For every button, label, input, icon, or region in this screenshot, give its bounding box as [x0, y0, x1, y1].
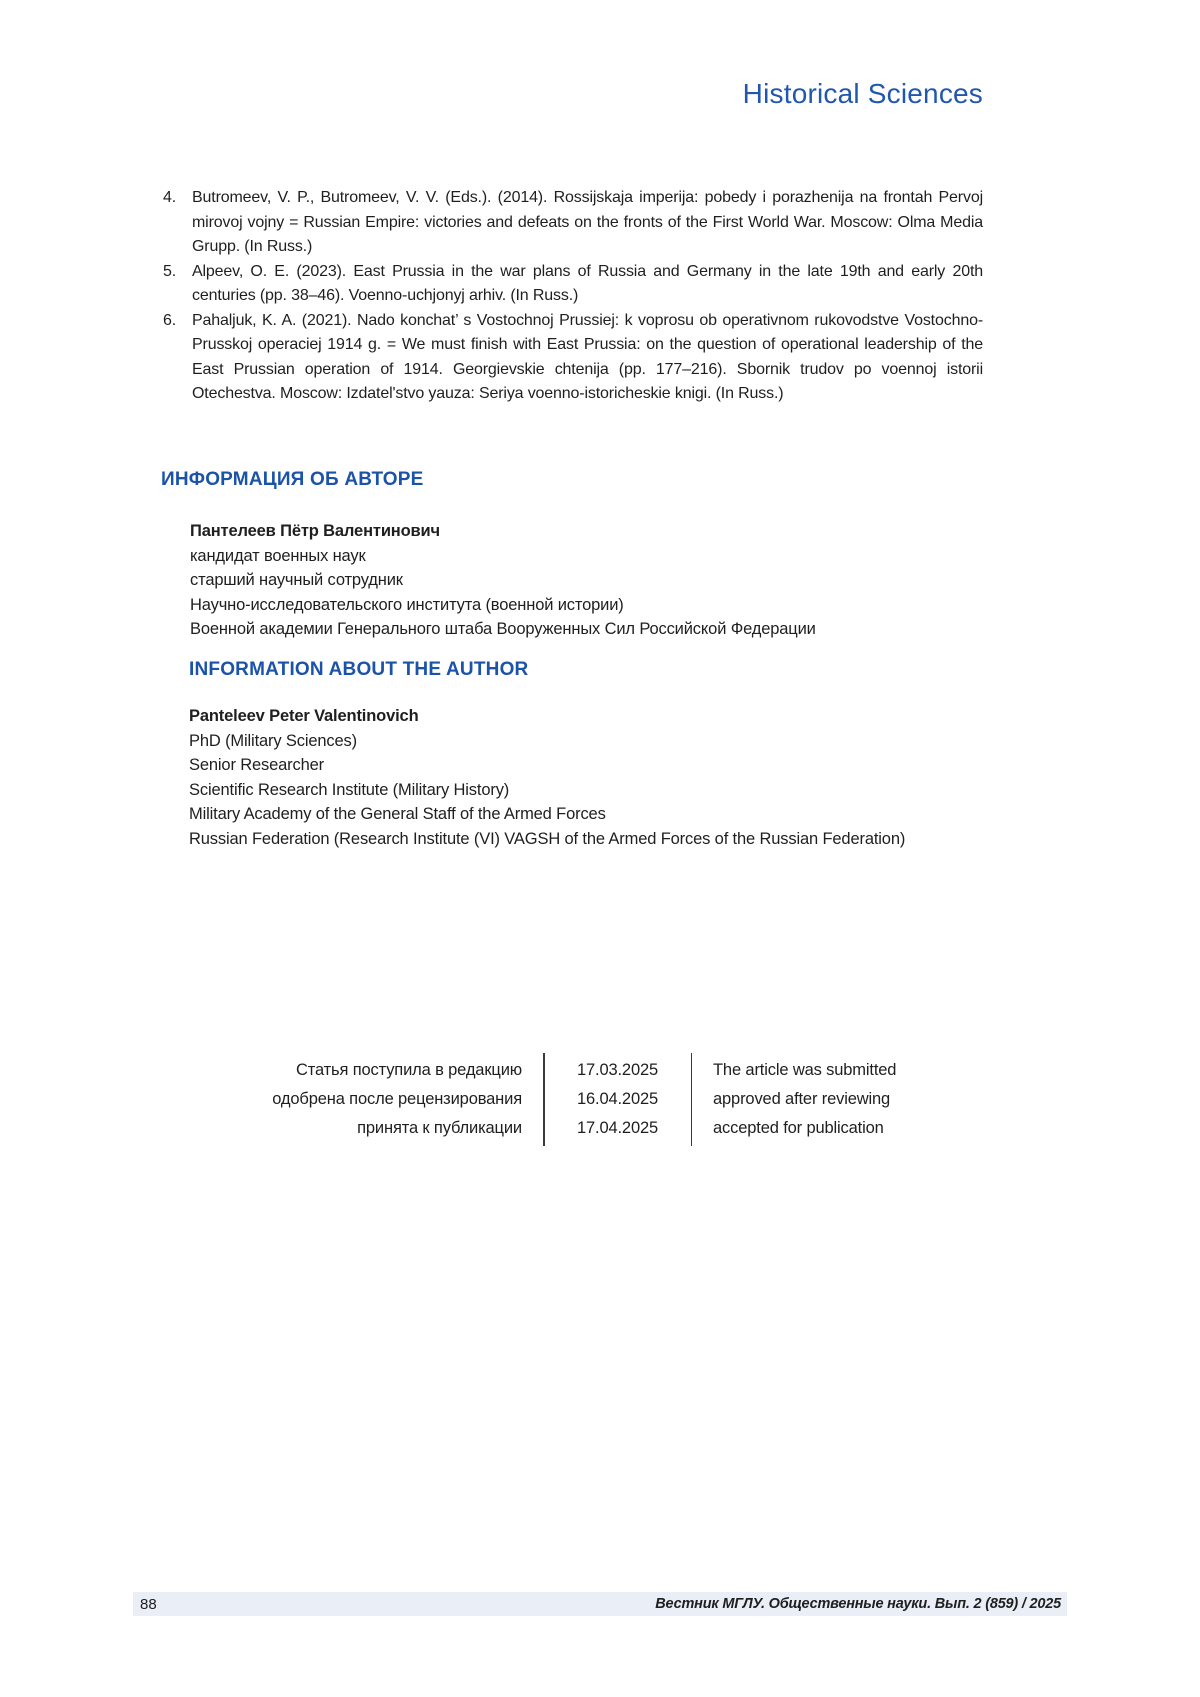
author-detail-line: Senior Researcher [189, 756, 325, 774]
vertical-divider [543, 1053, 545, 1146]
submission-labels-en [713, 1053, 896, 1146]
submission-label-en: The article was submitted [713, 1061, 897, 1079]
author-name-ru: Пантелеев Пётр Валентинович [190, 522, 440, 540]
page-number: 88 [140, 1595, 157, 1613]
footer-bar [133, 1592, 1067, 1616]
journal-title: Вестник МГЛУ. Общественные науки. Вып. 2 (859) / 2025 [655, 1596, 1061, 1612]
running-head: Historical Sciences [742, 78, 983, 109]
reference-text: Alpeev, O. E. (2023). East Prussia in the war plans of Russia and Germany in the late 19th and early 20th centuries (pp. 38–46). Voenno-uchjonyj arhiv. (In Russ.) [192, 262, 983, 304]
submission-dates-block [240, 1053, 896, 1146]
vertical-divider [691, 1053, 693, 1146]
reference-item [163, 309, 983, 407]
author-name-en: Panteleev Peter Valentinovich [189, 707, 419, 725]
submission-date: 17.04.2025 [576, 1119, 659, 1137]
submission-date: 17.03.2025 [576, 1061, 659, 1079]
reference-number: 5. [163, 262, 177, 280]
reference-list [163, 186, 983, 407]
author-detail-line: PhD (Military Sciences) [189, 731, 358, 750]
author-detail-line: Russian Federation (Research Institute (VI) VAGSH of the Armed Forces of the Russian Federation) [189, 829, 906, 848]
author-detail-line: кандидат военных наук [190, 546, 366, 565]
reference-item [163, 186, 983, 260]
author-detail-line: Scientific Research Institute (Military History) [189, 780, 510, 799]
author-detail-line: Военной академии Генерального штаба Вооруженных Сил Российской Федерации [190, 620, 816, 638]
submission-labels-ru [240, 1053, 522, 1146]
submission-label-en: approved after reviewing [713, 1090, 891, 1108]
reference-text: Butromeev, V. P., Butromeev, V. V. (Eds.). (2014). Rossijskaja imperija: pobedy i porazhenija na frontah Pervoj mirovoj vojny = Russian Empire: victories and defeats on the fronts of the First World War. Moscow: Olma Media Grupp. (In Russ.) [192, 189, 983, 255]
submission-label-ru: принята к публикации [357, 1119, 522, 1137]
author-detail-line: Military Academy of the General Staff of the Armed Forces [189, 805, 606, 823]
submission-label-ru: одобрена после рецензирования [272, 1090, 522, 1108]
section-heading-author-info-en: INFORMATION ABOUT THE AUTHOR [189, 659, 529, 680]
reference-number: 4. [163, 189, 177, 206]
reference-number: 6. [163, 311, 177, 329]
submission-date: 16.04.2025 [576, 1090, 659, 1108]
submission-dates [566, 1053, 670, 1146]
reference-item [163, 260, 983, 309]
section-heading-author-info-ru: ИНФОРМАЦИЯ ОБ АВТОРЕ [161, 469, 424, 490]
author-detail-line: Научно-исследовательского института (военной истории) [190, 595, 624, 614]
author-detail-line: старший научный сотрудник [190, 571, 403, 589]
submission-label-ru: Статья поступила в редакцию [295, 1061, 522, 1079]
submission-label-en: accepted for publication [713, 1119, 884, 1137]
reference-text: Pahaljuk, K. A. (2021). Nado konchat’ s Vostochnoj Prussiej: k voprosu ob operativnom rukovodstve Vostochno-Prusskoj operaciej 1914 g. = We must finish with East Prussia: on the question of operational leadership of the East Prussian operation of 1914. Georgievskie chtenija (pp. 177–216). Sbornik trudov po voennoj istorii Otechestva. Moscow: Izdatel'stvo yauza: Seriya voenno-istoricheskie knigi. (In Russ.) [192, 311, 983, 402]
author-info-en [189, 704, 905, 851]
author-info-ru [190, 519, 816, 642]
